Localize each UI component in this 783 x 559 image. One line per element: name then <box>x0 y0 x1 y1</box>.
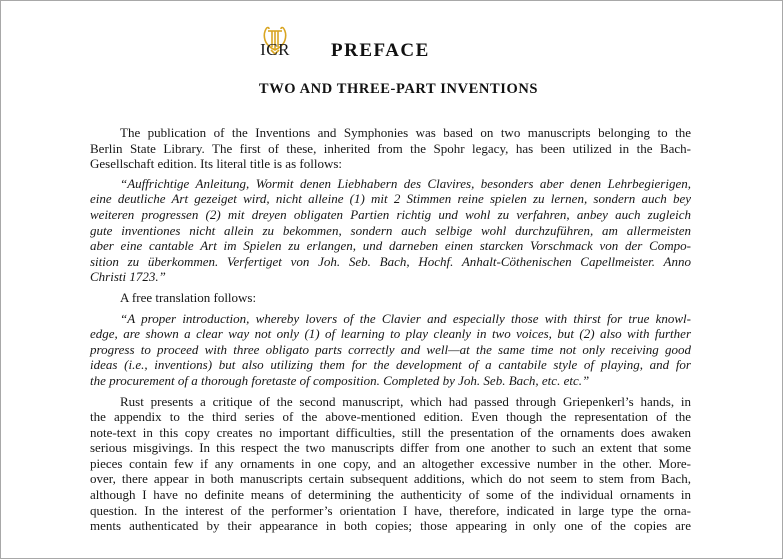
paragraph-rust-critique <box>90 394 691 534</box>
text-line: “Auffrichtige Anleitung, Wormit denen Liebhabern des Clavires, besonders aber denen Lehrbegierigen, <box>120 175 691 191</box>
text-line: Gesellschaft edition. Its literal title is as follows: <box>90 156 343 172</box>
text-line: The publication of the Inventions and Symphonies was based on two manuscripts belonging to the <box>120 125 691 140</box>
text-line: over, there appear in both manuscripts certain subsequent additions, which do not seem to stem from Bach, <box>90 471 691 487</box>
text-line: sition zu überkommen. Verfertiget von Joh. Seb. Bach, Hochf. Anhalt-Cöthenischen Capellmeister. Anno <box>90 253 691 269</box>
text-line: “A proper introduction, whereby lovers of the Clavier and especially those with thirst for true knowl- <box>120 310 691 326</box>
paragraph-intro <box>90 125 691 172</box>
quote-german-title <box>90 176 691 285</box>
text-line: edge, are shown a clear way not only (1) of learning to play cleanly in two voices, but (2) also with further <box>90 326 691 342</box>
text-line: the appendix to the third series of the above-mentioned edition. Even though the representation of the <box>90 409 691 425</box>
text-line: A free translation follows: <box>120 289 257 305</box>
text-line: ideas (i.e., inventions) but also utilizing them for the development of a cantabile style of playing, and for <box>90 357 691 373</box>
text-line: Berlin State Library. The first of these, inherited from the Spohr legacy, has been utilized in the Bach- <box>90 140 691 156</box>
text-line: weiteren progressen (2) mit dreyen obligaten Partien richtig und wohl zu verfahren, anbey auch zugleich <box>90 206 691 222</box>
text-line: aber eine cantable Art im Spielen zu erlangen, und darneben einen starcken Vorschmack von der Compo- <box>90 238 691 254</box>
text-line: Rust presents a critique of the second manuscript, which had passed through Griepenkerl’s hands, in <box>120 393 691 409</box>
text-line: ments authenticated by their appearance in both copies; those appearing in only one of the copies are <box>90 518 691 534</box>
text-line: although I have no definite means of determining the authenticity of some of the individual ornaments in <box>90 487 691 503</box>
text-line: question. In the interest of the performer’s orientation I have, therefore, indicated in large type the orna- <box>90 502 691 518</box>
text-line: note-text in this copy creates no important difficulties, still the presentation of the ornaments does awaken <box>90 424 691 440</box>
text-line: Christi 1723.” <box>90 269 166 285</box>
text-line: gute inventiones nicht allein zu bekommen, sondern auch selbige wohl durchzuführen, am allermeisten <box>90 222 691 238</box>
document-body <box>90 125 691 534</box>
quote-english-translation <box>90 311 691 389</box>
publisher-logo <box>251 25 299 65</box>
text-line: pieces contain few if any ornaments in one copy, and an altogether excessive number in the other. More- <box>90 455 691 471</box>
text-line: serious misgivings. In this respect the two manuscripts differ from one another to such an extent that some <box>90 440 691 456</box>
text-line: eine deutliche Art gezeiget wird, nicht alleine (1) mit 2 Stimmen reine spielen zu lernen, sondern auch bey <box>90 191 691 207</box>
text-line: the procurement of a thorough foretaste of composition. Completed by Joh. Seb. Bach, etc. etc.” <box>90 372 590 388</box>
paragraph-translation-intro <box>90 290 691 306</box>
text-line: progress to proceed with three obligato parts correctly and well—at the same time not only receiving good <box>90 341 691 357</box>
logo-text: ICR <box>260 40 290 59</box>
page-subtitle: TWO AND THREE-PART INVENTIONS <box>258 81 539 97</box>
page-title: PREFACE <box>331 40 430 61</box>
